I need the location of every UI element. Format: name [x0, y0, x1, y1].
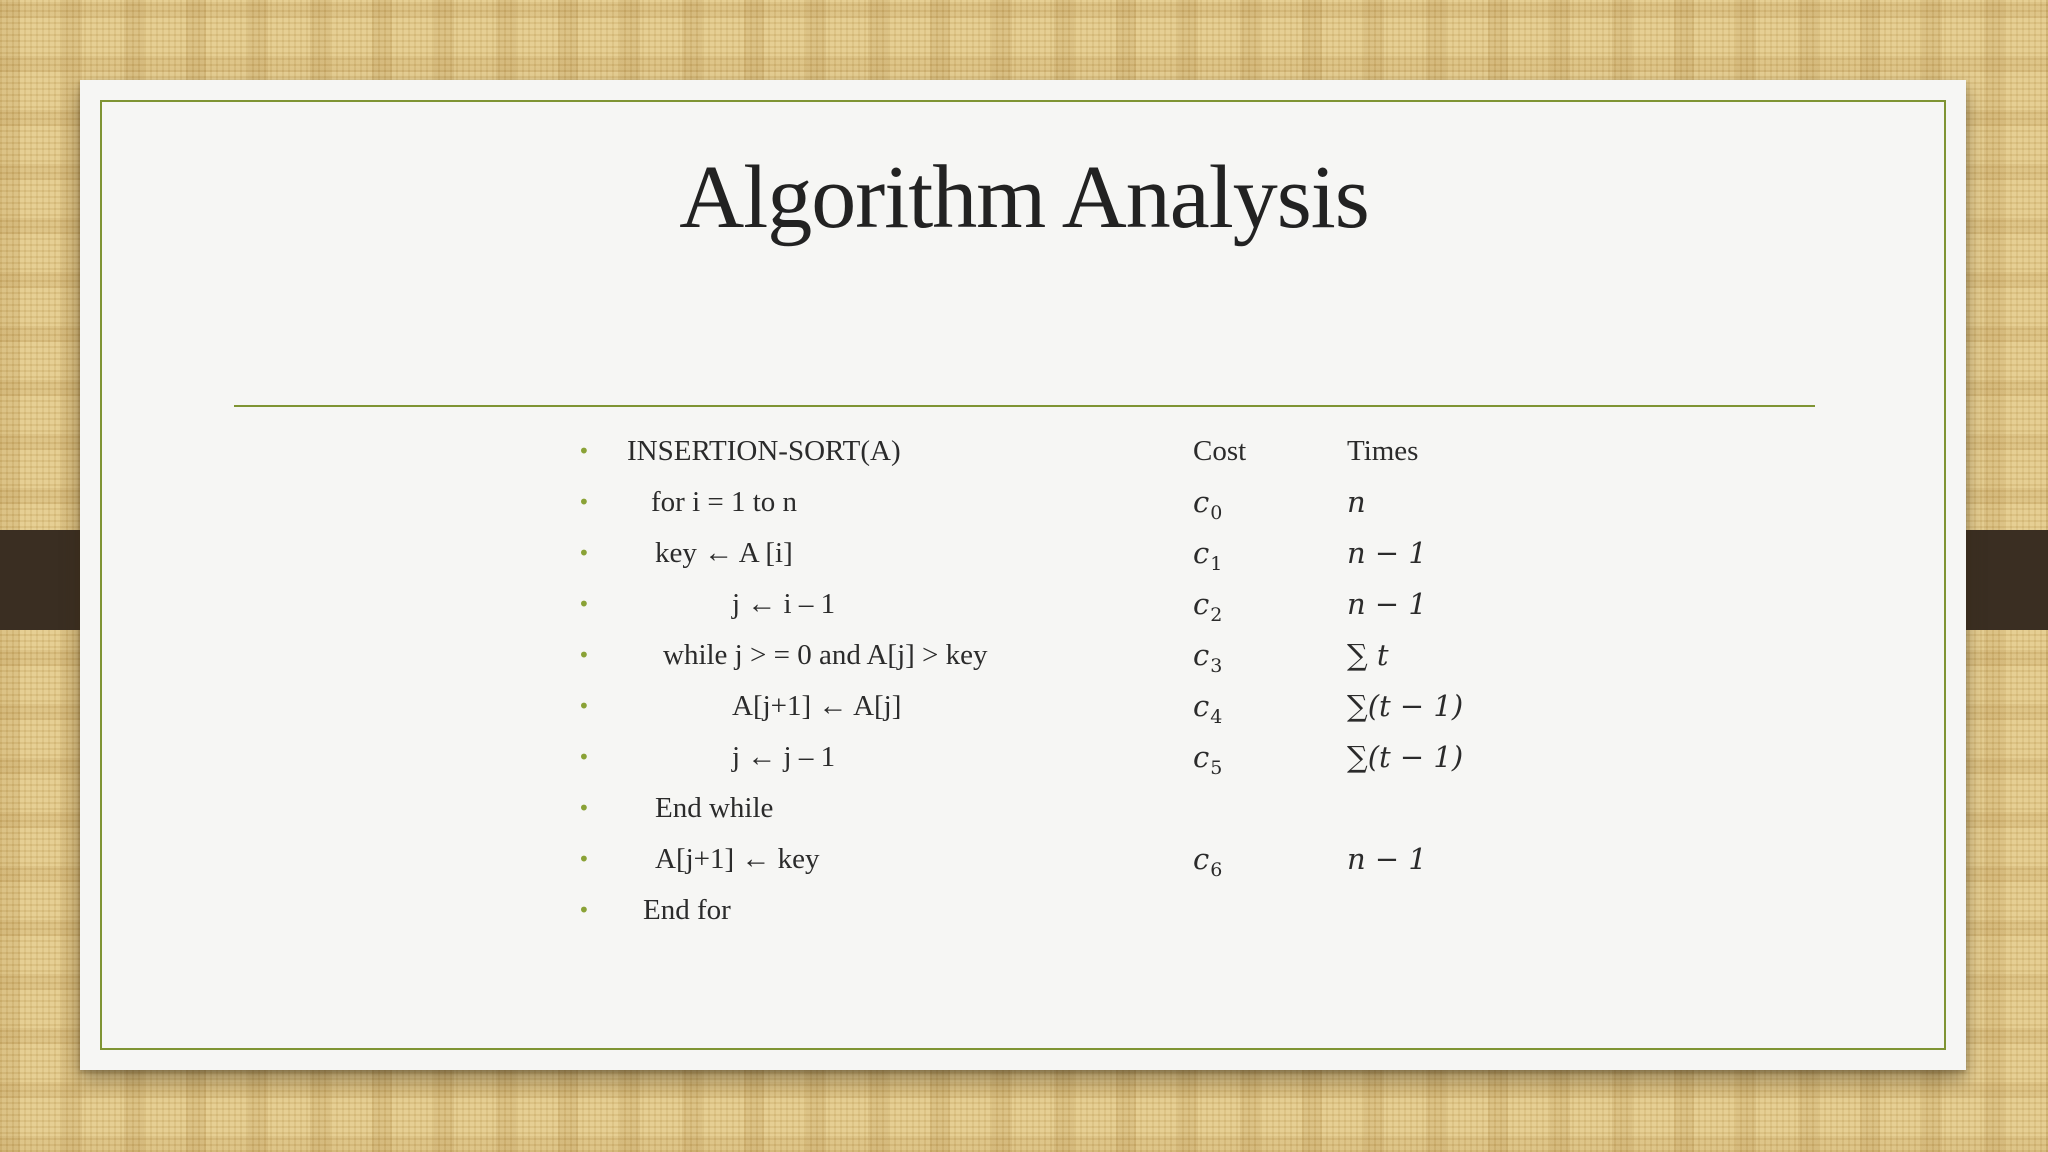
- table-row: [0, 788, 2048, 839]
- code-line: for i = 1 to n: [651, 486, 798, 518]
- algorithm-name: INSERTION-SORT(A): [627, 435, 901, 467]
- times-cell: ∑(t − 1): [1347, 740, 1464, 774]
- table-row: [0, 890, 2048, 941]
- bullet-icon: •: [578, 898, 590, 922]
- cost-cell: $c_5$: [1193, 740, 1223, 779]
- table-row: [0, 584, 2048, 635]
- bullet-icon: •: [578, 439, 590, 463]
- table-header-row: [0, 431, 2048, 482]
- table-row: [0, 533, 2048, 584]
- code-line: j ← i – 1: [732, 588, 836, 620]
- table-row: [0, 686, 2048, 737]
- slide-title: Algorithm Analysis: [679, 148, 1369, 247]
- code-line: End while: [655, 792, 774, 824]
- code-line: End for: [643, 894, 731, 926]
- cost-cell: $c_0$: [1193, 485, 1223, 524]
- times-cell: n − 1: [1347, 842, 1427, 876]
- times-cell: ∑ t: [1347, 638, 1389, 672]
- times-cell: n: [1347, 485, 1366, 519]
- code-line: key ← A [i]: [655, 537, 793, 569]
- bullet-icon: •: [578, 490, 590, 514]
- bullet-icon: •: [578, 694, 590, 718]
- code-line: A[j+1] ← key: [655, 843, 820, 875]
- table-row: [0, 482, 2048, 533]
- bullet-icon: •: [578, 643, 590, 667]
- bullet-icon: •: [578, 745, 590, 769]
- cost-cell: $c_6$: [1193, 842, 1223, 881]
- bullet-icon: •: [578, 847, 590, 871]
- cost-cell: $c_1$: [1193, 536, 1223, 575]
- times-cell: n − 1: [1347, 536, 1427, 570]
- cost-cell: $c_2$: [1193, 587, 1223, 626]
- times-cell: ∑(t − 1): [1347, 689, 1464, 723]
- bullet-icon: •: [578, 592, 590, 616]
- cost-header: Cost: [1193, 435, 1247, 467]
- code-line: A[j+1] ← A[j]: [732, 690, 902, 722]
- table-row: [0, 635, 2048, 686]
- table-row: [0, 839, 2048, 890]
- code-line: j ← j – 1: [732, 741, 836, 773]
- title-divider: [234, 405, 1815, 407]
- bullet-icon: •: [578, 541, 590, 565]
- table-row: [0, 737, 2048, 788]
- times-cell: n − 1: [1347, 587, 1427, 621]
- bullet-icon: •: [578, 796, 590, 820]
- code-line: while j > = 0 and A[j] > key: [663, 639, 988, 671]
- times-header: Times: [1347, 435, 1419, 467]
- cost-cell: $c_4$: [1193, 689, 1223, 728]
- cost-cell: $c_3$: [1193, 638, 1223, 677]
